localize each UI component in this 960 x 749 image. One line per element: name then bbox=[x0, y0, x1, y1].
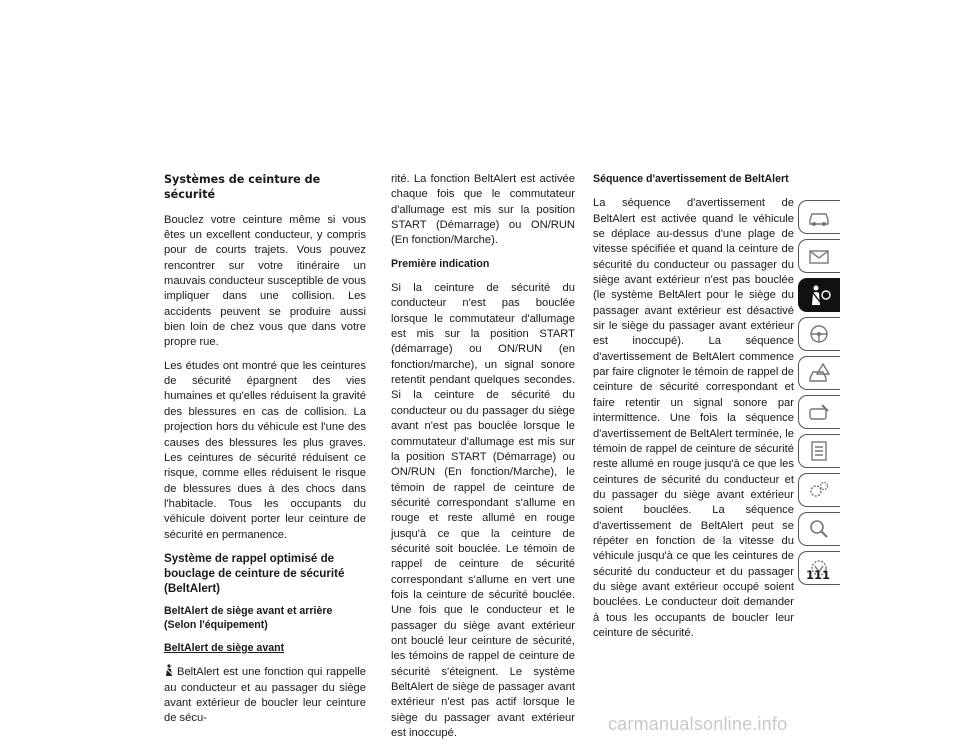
paragraph-text: BeltAlert est une fonction qui rappelle au conducteur et au passager du siège avant extérieur de boucler leur ceinture de sécu- bbox=[164, 666, 366, 725]
subsection-heading: Première indication bbox=[391, 257, 490, 270]
subsection-heading: Système de rappel optimisé de bouclage de ceinture de sécurité (BeltAlert) bbox=[164, 551, 345, 595]
seatbelt-warning-icon bbox=[164, 664, 174, 676]
tab-safety[interactable] bbox=[798, 278, 840, 312]
watermark: carmanualsonline.info bbox=[608, 714, 788, 734]
section-heading: Systèmes de ceinture de sécurité bbox=[164, 173, 321, 202]
chapter-tabs bbox=[798, 200, 840, 590]
tab-mail[interactable] bbox=[798, 239, 840, 273]
subsection-heading: Séquence d'avertissement de BeltAlert bbox=[593, 173, 789, 185]
column-2 bbox=[391, 172, 575, 749]
paragraph: La séquence d'avertissement de BeltAlert est activée quand le véhicule se déplace au-dessus d'une plage de vitesse spécifiée et quand la ceinture de sécurité du conducteur ou passager du siège avant extérieur n'est pas bouclée (le système BeltAlert pour le siège du passager avant extérieur est désactivé sir le siège du passager avant extérieur est inoccupé). La séquence d'avertissement de BeltAlert commence par faire clignoter le témoin de rappel de ceinture de sécurité correspondant et faire retentir un signal sonore par intermittence. Une fois la séquence d'avertissement de BeltAlert terminée, le témoin de rappel de ceinture de sécurité reste allumé en rouge jusqu'à ce que les ceintures de sécurité du conducteur et du passager du siège avant extérieur soient bouclées. La séquence d'avertissement de BeltAlert peut se répéter en fonction de la vitesse du véhicule jusqu'à ce que les ceintures de sécurité du conducteur et du passager du siège avant extérieur occupé soient bouclées. Le conducteur doit demander à tous les occupants de boucler leur ceinture de sécurité. bbox=[593, 197, 794, 639]
tab-driving[interactable] bbox=[798, 317, 840, 351]
warning-car-icon bbox=[807, 362, 831, 384]
mail-icon bbox=[807, 245, 831, 267]
underlined-heading: BeltAlert de siège avant bbox=[164, 641, 285, 654]
vehicle-icon bbox=[807, 206, 831, 228]
paragraph: Si la ceinture de sécurité du conducteur n'est pas bouclée lorsque le commutateur d'allumage est mis sur la position START (démarrage) ou ON/RUN (en fonction/marche), un signal sonore retentit pendant quelques secondes. Si la ceinture de sécurité du conducteur ou du passager du siège avant n'est pas bouclée lorsque le commutateur d'allumage est mis sur la position START (Démarrage) ou ON/RUN (En fonction/Marche), le témoin de rappel de ceinture de sécurité correspondant s'allume en rouge et reste allumé en rouge jusqu'à ce que la ceinture de sécurité soit bouclée. Le témoin de rappel de ceinture de sécurité correspondant s'allume en vert une fois la ceinture de sécurité bouclée. Une fois que le conducteur et le passager du siège avant extérieur ont bouclé leur ceinture de sécurité, les témoins de rappel de ceinture de sécurité s'éteignent. Le système BeltAlert de siège de passager avant extérieur n'est pas actif lorsque le siège du passager avant extérieur est inoccupé. bbox=[391, 282, 575, 740]
tab-index[interactable] bbox=[798, 512, 840, 546]
tab-service[interactable] bbox=[798, 395, 840, 429]
gears-icon bbox=[807, 479, 831, 501]
paragraph bbox=[164, 664, 366, 726]
search-icon bbox=[807, 518, 831, 540]
tab-vehicle[interactable] bbox=[798, 200, 840, 234]
subsection-heading: BeltAlert de siège avant et arrière (Selon l'équipement) bbox=[164, 604, 333, 632]
tab-emergency[interactable] bbox=[798, 356, 840, 390]
paragraph: Les études ont montré que les ceintures de sécurité épargnent des vies humaines et qu'elles réduisent la gravité des blessures en cas de collision. La projection hors du véhicule est l'une des causes des blessures les plus graves. Les ceintures de sécurité réduisent ce risque, comme elles réduisent le risque de blessures dues à des chocs dans l'habitacle. Tous les occupants du véhicule doivent porter leur ceinture de sécurité en permanence. bbox=[164, 359, 366, 541]
page-number: 111 bbox=[806, 568, 831, 582]
checklist-icon bbox=[807, 440, 831, 462]
steering-wheel-icon bbox=[807, 323, 831, 345]
tab-specifications[interactable] bbox=[798, 434, 840, 468]
seatbelt-airbag-icon bbox=[807, 284, 831, 306]
tab-multimedia[interactable] bbox=[798, 473, 840, 507]
paragraph: rité. La fonction BeltAlert est activée chaque fois que le commutateur d'allumage est mis sur la position START (Démarrage) ou ON/RUN (En fonction/Marche). bbox=[391, 173, 575, 247]
paragraph: Bouclez votre ceinture même si vous êtes un excellent conducteur, y compris pour de courts trajets. Vous pouvez rencontrer sur votre itinéraire un mauvais conducteur susceptible de vous impliquer dans une collision. Les accidents peuvent se produire aussi bien loin de chez vous que dans votre propre rue. bbox=[164, 213, 366, 349]
column-3 bbox=[593, 172, 794, 649]
column-1 bbox=[164, 172, 366, 735]
car-repair-icon bbox=[807, 401, 831, 423]
